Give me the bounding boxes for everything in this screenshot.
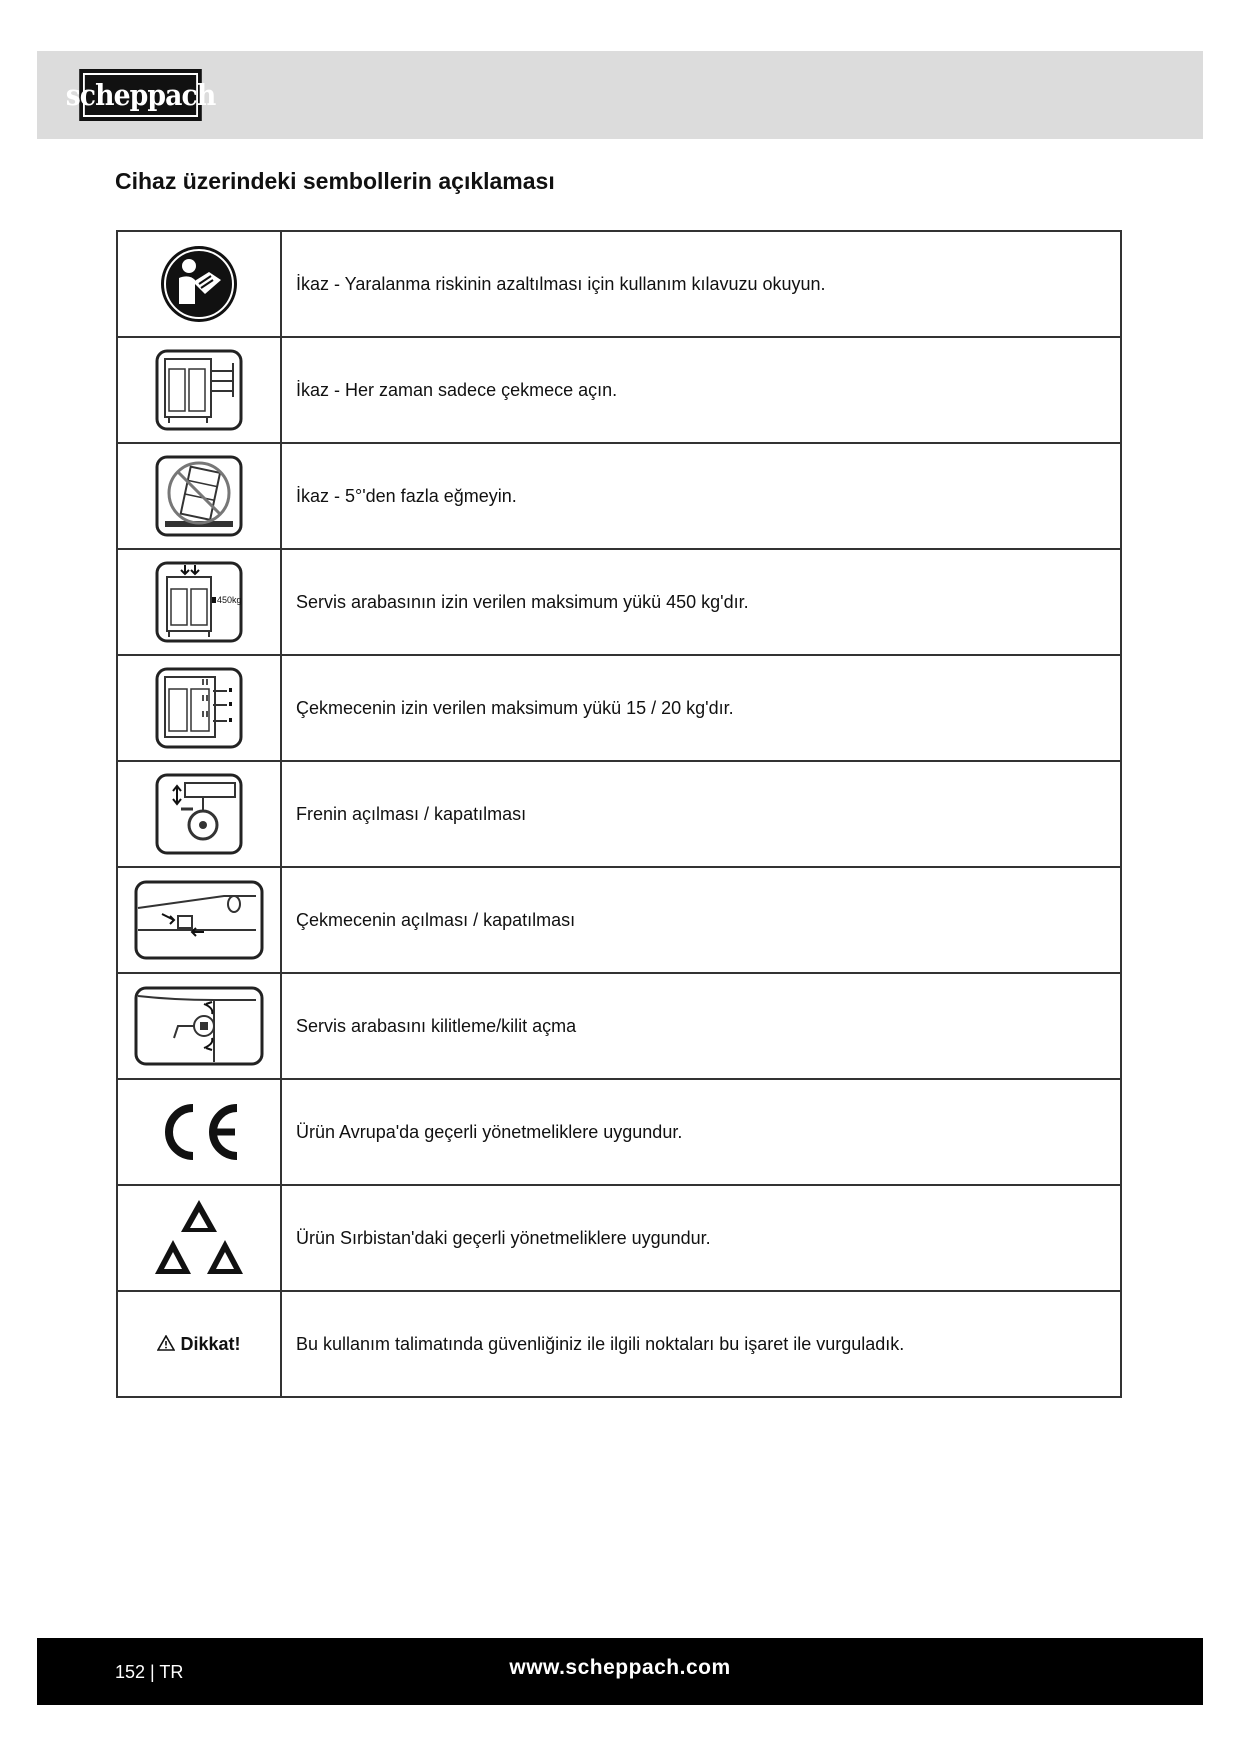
no-tilt-icon (155, 455, 243, 537)
table-row (117, 761, 1121, 867)
table-row (117, 231, 1121, 337)
ce-mark-icon (157, 1102, 241, 1162)
page-title: Cihaz üzerindeki sembollerin açıklaması (115, 168, 555, 194)
table-row (117, 973, 1121, 1079)
table-row (117, 443, 1121, 549)
row-text: Bu kullanım talimatında güvenliğiniz ile ilgili noktaları bu işaret ile vurguladık. (281, 1291, 1121, 1397)
symbols-table (116, 230, 1122, 1398)
table-row (117, 1291, 1121, 1397)
load-label: 450kg (217, 595, 242, 605)
warning-label (157, 1334, 240, 1354)
serbia-conformity-icon (153, 1198, 245, 1278)
website-link[interactable]: www.scheppach.com (509, 1656, 731, 1679)
max-load-cart-icon (155, 561, 243, 643)
header-bar (37, 51, 1203, 139)
lock-unlock-icon (134, 986, 264, 1066)
warning-text: Dikkat! (180, 1333, 241, 1354)
scheppach-logo: scheppach (79, 69, 201, 121)
warning-icon (157, 1335, 175, 1351)
row-text: Çekmecenin açılması / kapatılması (281, 867, 1121, 973)
row-text: Çekmecenin izin verilen maksimum yükü 15 / 20 kg'dır. (281, 655, 1121, 761)
row-text: Servis arabasının izin verilen maksimum yükü 450 kg'dır. (281, 549, 1121, 655)
row-text: Ürün Avrupa'da geçerli yönetmeliklere uygundur. (281, 1079, 1121, 1185)
drawer-open-close-icon (134, 880, 264, 960)
row-text: Servis arabasını kilitleme/kilit açma (281, 973, 1121, 1079)
brake-wheel-icon (155, 773, 243, 855)
table-row (117, 1079, 1121, 1185)
table-row (117, 655, 1121, 761)
table-row (117, 867, 1121, 973)
page-number: 152 | TR (115, 1662, 184, 1682)
footer-bar (37, 1638, 1203, 1705)
row-text: İkaz - 5°'den fazla eğmeyin. (281, 443, 1121, 549)
row-text: Frenin açılması / kapatılması (281, 761, 1121, 867)
drawer-max-load-icon (155, 667, 243, 749)
table-row (117, 337, 1121, 443)
row-text: İkaz - Her zaman sadece çekmece açın. (281, 337, 1121, 443)
row-text: Ürün Sırbistan'daki geçerli yönetmeliklere uygundur. (281, 1185, 1121, 1291)
table-row (117, 549, 1121, 655)
row-text: İkaz - Yaralanma riskinin azaltılması için kullanım kılavuzu okuyun. (281, 231, 1121, 337)
single-drawer-open-icon (155, 349, 243, 431)
read-manual-icon (159, 244, 239, 324)
table-row (117, 1185, 1121, 1291)
